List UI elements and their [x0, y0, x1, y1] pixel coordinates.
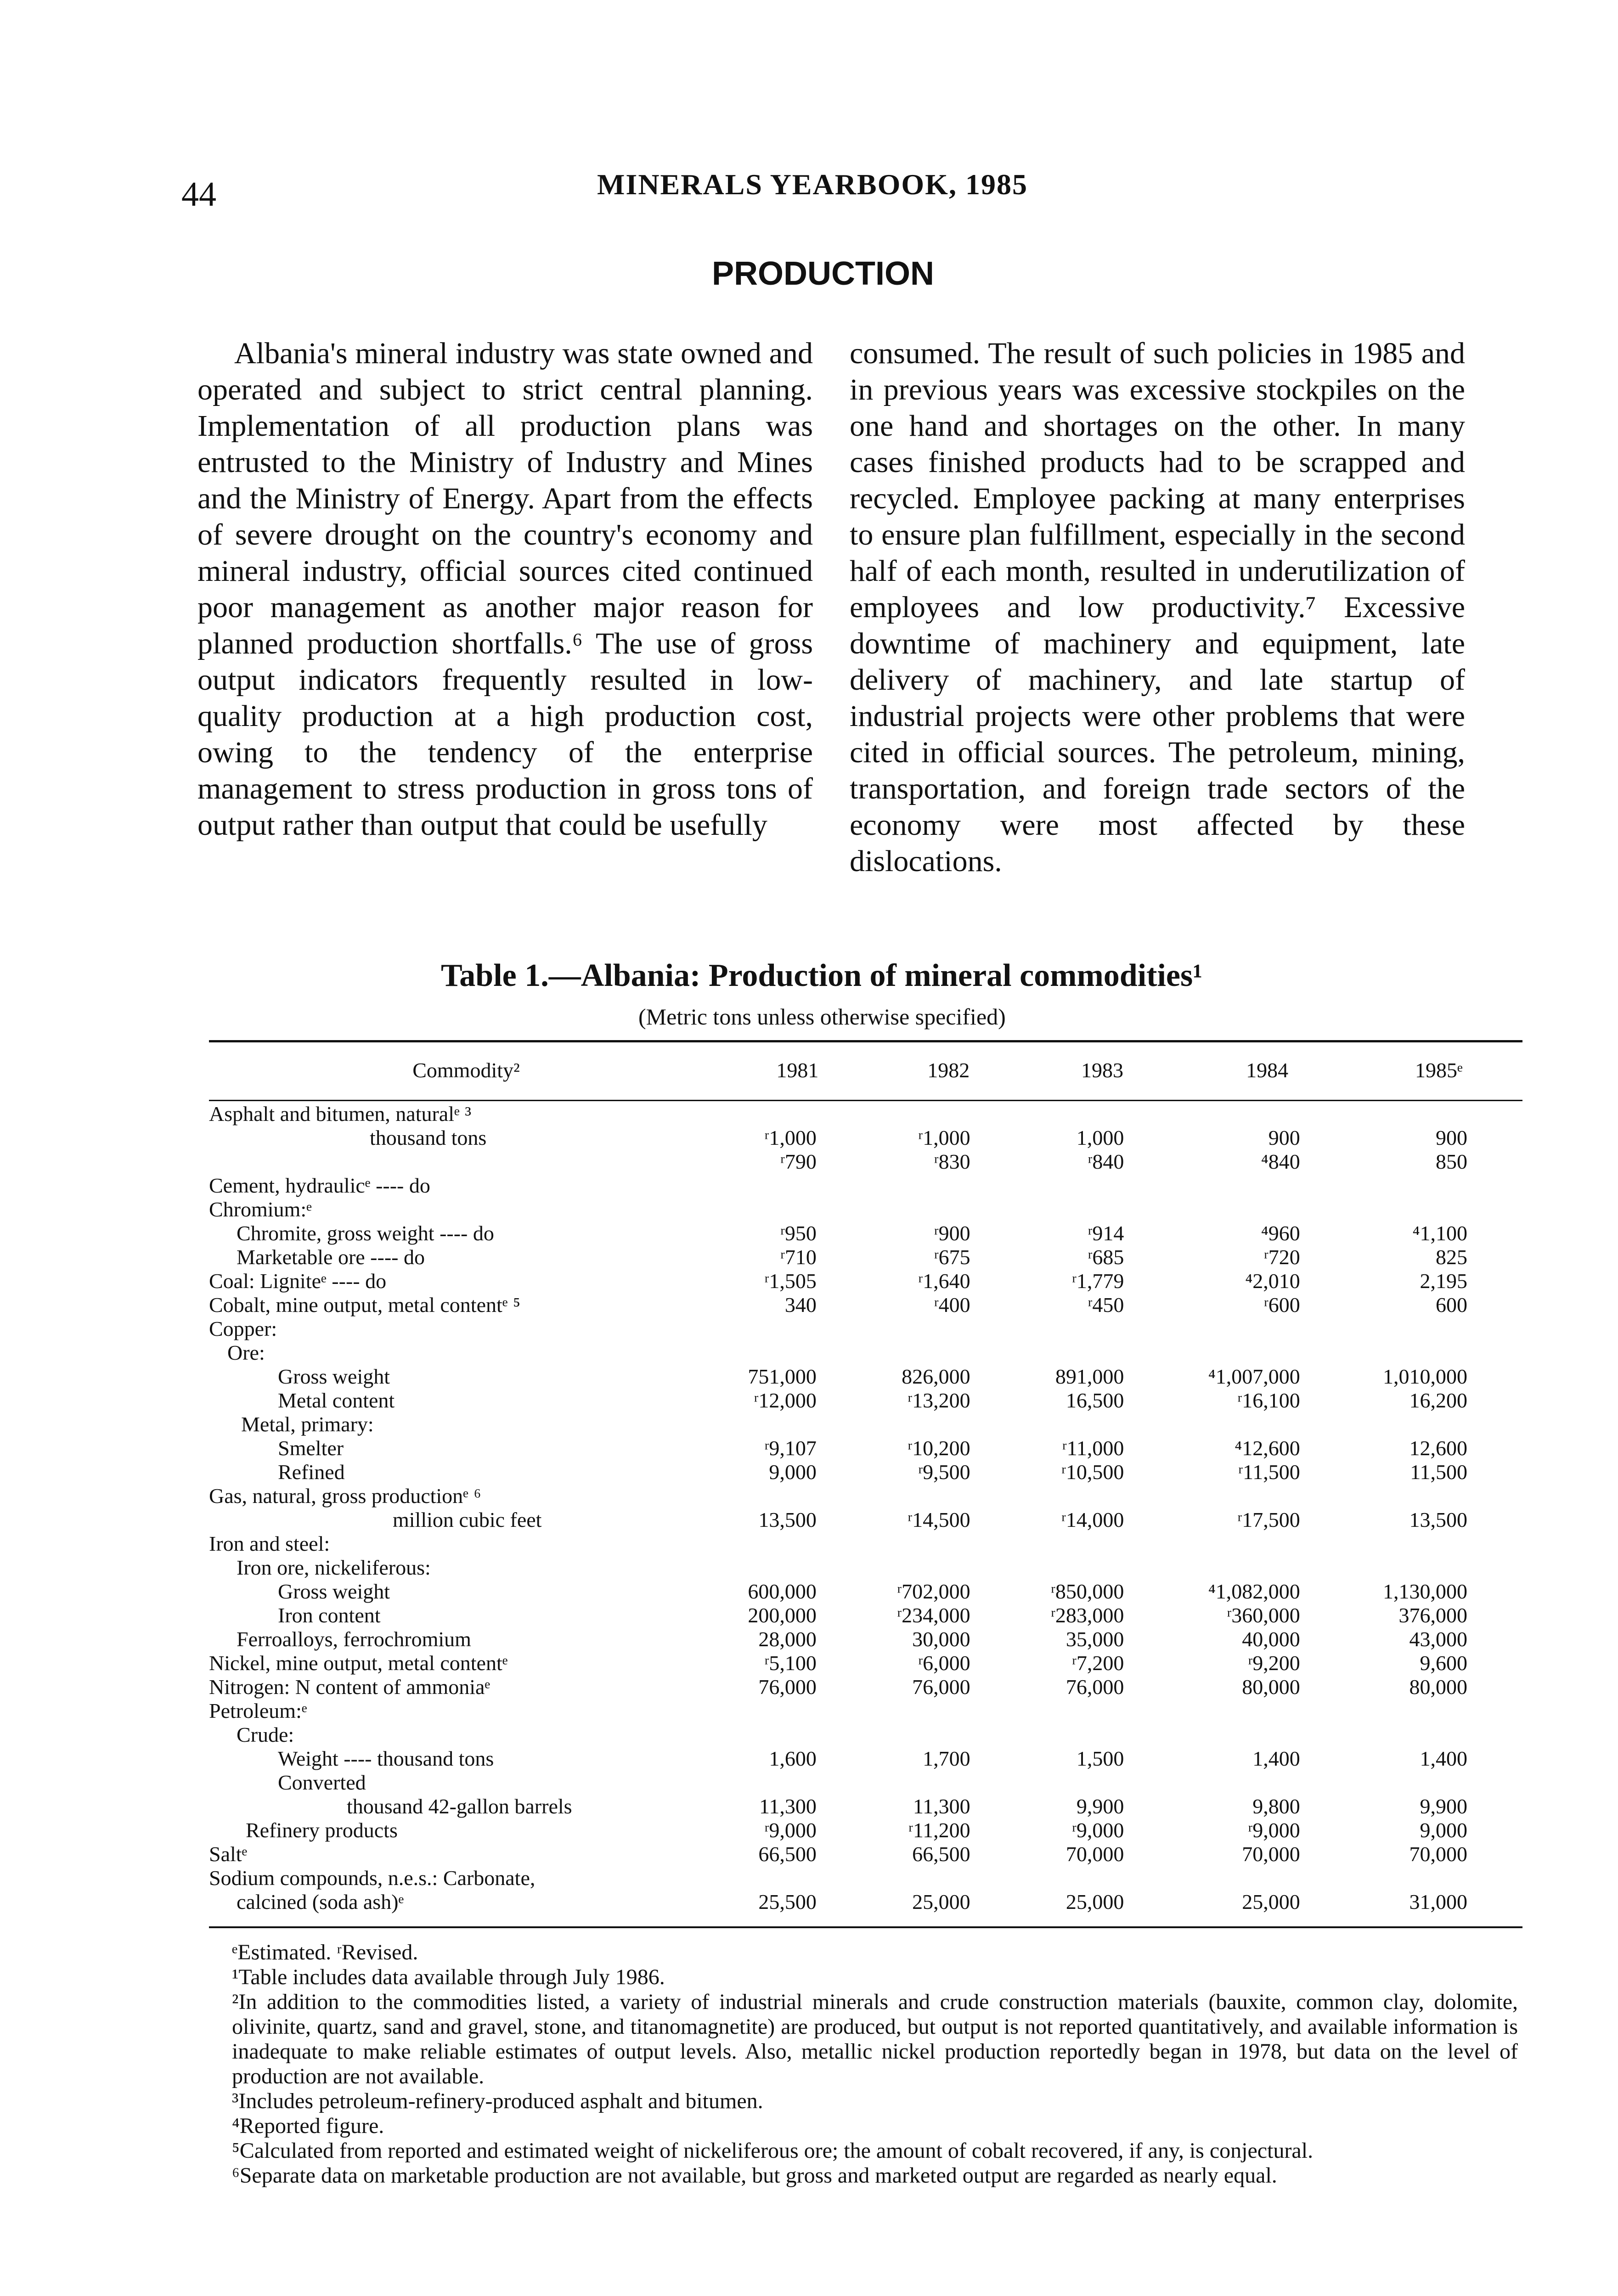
- value-cell: [1355, 1699, 1522, 1723]
- value-cell: [1026, 1174, 1179, 1198]
- table-row: [209, 1723, 1522, 1747]
- value-cell: 35,000: [1066, 1627, 1124, 1651]
- value-cell: ⁴1,100: [1412, 1221, 1467, 1245]
- commodity-cell: Gas, natural, gross productionᵉ ⁶: [209, 1484, 481, 1508]
- table-row: [209, 1365, 1522, 1389]
- table-row: [209, 1508, 1522, 1532]
- value-cell: ʳ830: [934, 1150, 970, 1173]
- value-cell: 9,600: [1420, 1651, 1467, 1675]
- value-cell: [723, 1866, 872, 1890]
- value-cell: 80,000: [1242, 1675, 1300, 1699]
- value-cell: ʳ234,000: [897, 1604, 970, 1627]
- commodity-cell: Weight ---- thousand tons: [278, 1747, 494, 1770]
- value-cell: [723, 1723, 872, 1747]
- value-cell: [1026, 1484, 1179, 1508]
- value-cell: 13,500: [758, 1508, 817, 1531]
- value-cell: [872, 1699, 1026, 1723]
- value-cell: [1179, 1532, 1355, 1556]
- value-cell: 9,800: [1252, 1795, 1300, 1818]
- value-cell: [872, 1341, 1026, 1365]
- value-cell: 9,000: [769, 1460, 817, 1484]
- value-cell: [1355, 1093, 1522, 1126]
- table-row: [209, 1866, 1522, 1890]
- value-cell: 11,300: [759, 1795, 817, 1818]
- value-cell: 891,000: [1055, 1365, 1124, 1388]
- value-cell: 751,000: [748, 1365, 817, 1388]
- value-cell: 80,000: [1409, 1675, 1467, 1699]
- value-cell: 600,000: [748, 1580, 817, 1603]
- value-cell: ʳ950: [780, 1221, 817, 1245]
- value-cell: [1026, 1556, 1179, 1580]
- value-cell: 66,500: [758, 1842, 817, 1866]
- value-cell: [723, 1556, 872, 1580]
- running-title: MINERALS YEARBOOK, 1985: [597, 168, 1028, 201]
- column-header-1984: 1984: [1246, 1058, 1289, 1082]
- value-cell: ʳ6,000: [918, 1651, 970, 1675]
- value-cell: ʳ790: [780, 1150, 817, 1173]
- column-header-1982: 1982: [927, 1058, 970, 1082]
- value-cell: ʳ360,000: [1227, 1604, 1300, 1627]
- value-cell: ʳ14,000: [1061, 1508, 1124, 1531]
- value-cell: [872, 1174, 1026, 1198]
- value-cell: ʳ840: [1088, 1150, 1124, 1173]
- value-cell: 28,000: [758, 1627, 817, 1651]
- table-row: [209, 1580, 1522, 1604]
- value-cell: [1026, 1317, 1179, 1341]
- value-cell: 76,000: [758, 1675, 817, 1699]
- table-header-row: [209, 1047, 1522, 1093]
- value-cell: 900: [1436, 1126, 1467, 1149]
- value-cell: ʳ900: [934, 1221, 970, 1245]
- value-cell: 1,700: [923, 1747, 970, 1770]
- value-cell: 25,000: [1242, 1890, 1300, 1913]
- table-row: [209, 1341, 1522, 1365]
- table-row: [209, 1699, 1522, 1723]
- commodity-cell: Asphalt and bitumen, naturalᵉ ³: [209, 1102, 472, 1125]
- value-cell: ʳ685: [1088, 1245, 1124, 1269]
- value-cell: 9,900: [1076, 1795, 1124, 1818]
- value-cell: ʳ11,500: [1238, 1460, 1300, 1484]
- value-cell: ʳ5,100: [764, 1651, 817, 1675]
- value-cell: 1,400: [1252, 1747, 1300, 1770]
- table-row: [209, 1842, 1522, 1866]
- value-cell: [1355, 1771, 1522, 1795]
- value-cell: ʳ14,500: [908, 1508, 970, 1531]
- table-row: [209, 1771, 1522, 1795]
- value-cell: 850: [1436, 1150, 1467, 1173]
- column-header-1985: 1985ᵉ: [1415, 1058, 1463, 1082]
- production-table: [209, 1047, 1522, 1914]
- commodity-cell: thousand tons: [370, 1126, 487, 1149]
- commodity-cell: Metal, primary:: [241, 1412, 374, 1436]
- value-cell: ʳ10,200: [908, 1436, 970, 1460]
- value-cell: ʳ1,000: [764, 1126, 817, 1149]
- commodity-cell: Converted: [278, 1771, 366, 1794]
- value-cell: ʳ11,200: [908, 1818, 970, 1842]
- table-row: [209, 1675, 1522, 1699]
- value-cell: [1179, 1771, 1355, 1795]
- value-cell: [872, 1412, 1026, 1436]
- value-cell: [723, 1174, 872, 1198]
- value-cell: 2,195: [1420, 1269, 1467, 1293]
- value-cell: ʳ17,500: [1237, 1508, 1300, 1531]
- table-row: [209, 1389, 1522, 1412]
- commodity-cell: Copper:: [209, 1317, 277, 1340]
- table-row: [209, 1436, 1522, 1460]
- value-cell: ʳ914: [1088, 1221, 1124, 1245]
- value-cell: 31,000: [1409, 1890, 1467, 1913]
- commodity-cell: Sodium compounds, n.e.s.: Carbonate,: [209, 1866, 536, 1890]
- value-cell: 25,000: [1066, 1890, 1124, 1913]
- value-cell: ʳ16,100: [1237, 1389, 1300, 1412]
- table-row: [209, 1460, 1522, 1484]
- value-cell: [1026, 1699, 1179, 1723]
- value-cell: 40,000: [1242, 1627, 1300, 1651]
- table-row: [209, 1126, 1522, 1150]
- table-row: [209, 1795, 1522, 1818]
- commodity-cell: [209, 1150, 723, 1174]
- value-cell: ʳ710: [780, 1245, 817, 1269]
- commodity-cell: Marketable ore ---- do: [237, 1245, 425, 1269]
- footnote: ⁴Reported figure.: [232, 2114, 384, 2138]
- value-cell: [872, 1198, 1026, 1221]
- value-cell: [723, 1341, 872, 1365]
- value-cell: ʳ13,200: [908, 1389, 970, 1412]
- value-cell: [872, 1723, 1026, 1747]
- value-cell: 1,600: [769, 1747, 817, 1770]
- table-row: [209, 1174, 1522, 1198]
- value-cell: ʳ9,107: [764, 1436, 817, 1460]
- table-row: [209, 1198, 1522, 1221]
- commodity-cell: Refinery products: [246, 1818, 398, 1842]
- value-cell: [872, 1771, 1026, 1795]
- value-cell: 70,000: [1066, 1842, 1124, 1866]
- value-cell: [1026, 1341, 1179, 1365]
- table-row: [209, 1818, 1522, 1842]
- value-cell: ʳ12,000: [754, 1389, 817, 1412]
- footnote: ¹Table includes data available through July 1986.: [232, 1965, 665, 1989]
- value-cell: ʳ10,500: [1061, 1460, 1124, 1484]
- section-title: PRODUCTION: [712, 255, 934, 292]
- value-cell: 1,130,000: [1383, 1580, 1467, 1603]
- value-cell: [1179, 1866, 1355, 1890]
- value-cell: ʳ1,640: [918, 1269, 970, 1293]
- footnote: ᵉEstimated. ʳRevised.: [232, 1940, 418, 1964]
- value-cell: ʳ450: [1088, 1293, 1124, 1317]
- value-cell: [872, 1532, 1026, 1556]
- value-cell: 340: [784, 1293, 817, 1317]
- value-cell: 25,500: [758, 1890, 817, 1913]
- value-cell: ʳ702,000: [897, 1580, 970, 1603]
- value-cell: 825: [1436, 1245, 1467, 1269]
- value-cell: [1026, 1532, 1179, 1556]
- table-row: [209, 1317, 1522, 1341]
- table-row: [209, 1245, 1522, 1269]
- value-cell: [723, 1198, 872, 1221]
- table-body: [209, 1093, 1522, 1914]
- footnote: ⁵Calculated from reported and estimated weight of nickeliferous ore; the amount of cobalt recovered, if any, is conjectural.: [232, 2138, 1314, 2163]
- table-top-rule: [209, 1040, 1522, 1042]
- table-row: [209, 1651, 1522, 1675]
- table-subtitle: (Metric tons unless otherwise specified): [638, 1004, 1006, 1030]
- value-cell: [723, 1699, 872, 1723]
- value-cell: ʳ1,000: [918, 1126, 970, 1149]
- value-cell: ʳ9,000: [764, 1818, 817, 1842]
- page-number: 44: [181, 175, 216, 214]
- column-header-1983: 1983: [1081, 1058, 1124, 1082]
- value-cell: [1026, 1866, 1179, 1890]
- value-cell: [1026, 1198, 1179, 1221]
- value-cell: [1179, 1699, 1355, 1723]
- commodity-cell: Crude:: [237, 1723, 294, 1746]
- value-cell: 70,000: [1409, 1842, 1467, 1866]
- table-row: [209, 1532, 1522, 1556]
- value-cell: 11,300: [913, 1795, 970, 1818]
- value-cell: [723, 1093, 872, 1126]
- table-row: [209, 1627, 1522, 1651]
- value-cell: ʳ9,200: [1248, 1651, 1300, 1675]
- value-cell: [1355, 1341, 1522, 1365]
- table-row: [209, 1269, 1522, 1293]
- value-cell: [1179, 1412, 1355, 1436]
- commodity-cell: million cubic feet: [393, 1508, 542, 1531]
- value-cell: [723, 1771, 872, 1795]
- value-cell: ⁴960: [1261, 1221, 1300, 1245]
- value-cell: ʳ9,000: [1071, 1818, 1124, 1842]
- value-cell: ⁴840: [1261, 1150, 1300, 1173]
- body-column-left: [197, 335, 813, 843]
- value-cell: ʳ1,505: [764, 1269, 817, 1293]
- footnotes: [232, 1940, 1518, 2188]
- value-cell: 13,500: [1409, 1508, 1467, 1531]
- value-cell: ʳ11,000: [1062, 1436, 1124, 1460]
- column-header-commodity: Commodity²: [412, 1058, 520, 1082]
- value-cell: 16,500: [1066, 1389, 1124, 1412]
- value-cell: [723, 1532, 872, 1556]
- value-cell: 9,000: [1420, 1818, 1467, 1842]
- value-cell: ʳ1,779: [1071, 1269, 1124, 1293]
- footnote: ⁶Separate data on marketable production are not available, but gross and marketed output are regarded as nearly equal.: [232, 2163, 1277, 2188]
- column-header-1981: 1981: [776, 1058, 819, 1082]
- value-cell: [1179, 1317, 1355, 1341]
- value-cell: ʳ720: [1263, 1245, 1300, 1269]
- value-cell: 66,500: [912, 1842, 970, 1866]
- value-cell: [1026, 1771, 1179, 1795]
- value-cell: [723, 1484, 872, 1508]
- table-row: [209, 1293, 1522, 1317]
- value-cell: ʳ600: [1263, 1293, 1300, 1317]
- commodity-cell: Iron and steel:: [209, 1532, 330, 1555]
- value-cell: 9,900: [1420, 1795, 1467, 1818]
- value-cell: 1,010,000: [1383, 1365, 1467, 1388]
- value-cell: [872, 1556, 1026, 1580]
- value-cell: 1,500: [1076, 1747, 1124, 1770]
- commodity-cell: Cobalt, mine output, metal contentᵉ ⁵: [209, 1293, 521, 1317]
- value-cell: ʳ9,000: [1248, 1818, 1300, 1842]
- value-cell: 16,200: [1409, 1389, 1467, 1412]
- value-cell: [1179, 1556, 1355, 1580]
- table-title: Table 1.—Albania: Production of mineral commodities¹: [441, 958, 1203, 993]
- body-column-right: [850, 335, 1465, 879]
- value-cell: ʳ850,000: [1050, 1580, 1124, 1603]
- table-row: [209, 1093, 1522, 1126]
- commodity-cell: Chromite, gross weight ---- do: [237, 1221, 494, 1245]
- value-cell: ʳ675: [934, 1245, 970, 1269]
- footnote: ³Includes petroleum-refinery-produced asphalt and bitumen.: [232, 2089, 763, 2113]
- table-row: [209, 1484, 1522, 1508]
- value-cell: [1179, 1723, 1355, 1747]
- commodity-cell: Smelter: [278, 1436, 344, 1460]
- value-cell: 70,000: [1242, 1842, 1300, 1866]
- value-cell: ⁴2,010: [1245, 1269, 1300, 1293]
- value-cell: [1179, 1484, 1355, 1508]
- commodity-cell: Nickel, mine output, metal contentᵉ: [209, 1651, 508, 1675]
- commodity-cell: calcined (soda ash)ᵉ: [237, 1890, 404, 1913]
- value-cell: 1,000: [1076, 1126, 1124, 1149]
- value-cell: [1026, 1412, 1179, 1436]
- value-cell: ʳ283,000: [1050, 1604, 1124, 1627]
- value-cell: [1355, 1198, 1522, 1221]
- value-cell: ⁴12,600: [1235, 1436, 1300, 1460]
- table-row: [209, 1890, 1522, 1914]
- commodity-cell: Coal: Ligniteᵉ ---- do: [209, 1269, 387, 1293]
- commodity-cell: Gross weight: [278, 1580, 390, 1603]
- value-cell: 30,000: [912, 1627, 970, 1651]
- commodity-cell: Refined: [278, 1460, 345, 1484]
- value-cell: 76,000: [1066, 1675, 1124, 1699]
- value-cell: [872, 1317, 1026, 1341]
- value-cell: [723, 1412, 872, 1436]
- value-cell: [1355, 1556, 1522, 1580]
- value-cell: [723, 1317, 872, 1341]
- commodity-cell: Petroleum:ᵉ: [209, 1699, 307, 1722]
- commodity-cell: thousand 42-gallon barrels: [347, 1795, 572, 1818]
- value-cell: [1026, 1093, 1179, 1126]
- table-row: [209, 1556, 1522, 1580]
- value-cell: ʳ7,200: [1071, 1651, 1124, 1675]
- table-row: [209, 1412, 1522, 1436]
- value-cell: [1355, 1412, 1522, 1436]
- value-cell: [1355, 1317, 1522, 1341]
- commodity-cell: Ferroalloys, ferrochromium: [237, 1627, 471, 1651]
- value-cell: ʳ9,500: [918, 1460, 970, 1484]
- commodity-cell: Gross weight: [278, 1365, 390, 1388]
- body-paragraph-left: Albania's mineral industry was state owned and operated and subject to strict central planning. Implementation of all production plans was entrusted to the Ministry of Industry and Mines and the Ministry of Energy. Apart from the effects of severe drought on the country's economy and mineral industry, official sources cited continued poor management as another major reason for planned production shortfalls.⁶ The use of gross output indicators frequently resulted in low-quality production at a high production cost, owing to the tendency of the enterprise management to stress production in gross tons of output rather than output that could be usefully: [197, 337, 813, 842]
- commodity-cell: Chromium:ᵉ: [209, 1198, 312, 1221]
- value-cell: [1026, 1723, 1179, 1747]
- value-cell: 76,000: [912, 1675, 970, 1699]
- value-cell: 826,000: [902, 1365, 970, 1388]
- value-cell: [872, 1866, 1026, 1890]
- value-cell: [872, 1093, 1026, 1126]
- value-cell: 376,000: [1398, 1604, 1467, 1627]
- value-cell: ⁴1,082,000: [1208, 1580, 1300, 1603]
- table-row: [209, 1747, 1522, 1771]
- value-cell: [1355, 1174, 1522, 1198]
- table-bottom-rule: [209, 1926, 1522, 1928]
- commodity-cell: Iron content: [278, 1604, 381, 1627]
- value-cell: [1179, 1093, 1355, 1126]
- commodity-cell: Saltᵉ: [209, 1842, 248, 1866]
- table-row: [209, 1221, 1522, 1245]
- value-cell: ⁴1,007,000: [1208, 1365, 1300, 1388]
- commodity-cell: Metal content: [278, 1389, 395, 1412]
- commodity-cell: Ore:: [227, 1341, 265, 1364]
- footnote: ²In addition to the commodities listed, a variety of industrial minerals and crude construction materials (bauxite, common clay, dolomite, olivinite, quartz, sand and gravel, stone, and titanomagnetite) are produced, but output is not reported quantitatively, and available information is inadequate to make reliable estimates of output levels. Also, metallic nickel production reportedly began in 1978, but data on the level of production are not available.: [232, 1990, 1518, 2088]
- body-paragraph-right: consumed. The result of such policies in 1985 and in previous years was excessive stockpiles on the one hand and shortages on the other. In many cases finished products had to be scrapped and recycled. Employee packing at many enterprises to ensure plan fulfillment, especially in the second half of each month, resulted in underutilization of employees and low productivity.⁷ Excessive downtime of machinery and equipment, late delivery of machinery, and late startup of industrial projects were other problems that were cited in official sources. The petroleum, mining, transportation, and foreign trade sectors of the economy were most affected by these dislocations.: [850, 337, 1465, 878]
- value-cell: [1179, 1198, 1355, 1221]
- value-cell: 900: [1268, 1126, 1300, 1149]
- value-cell: [1179, 1174, 1355, 1198]
- value-cell: 1,400: [1420, 1747, 1467, 1770]
- value-cell: 12,600: [1409, 1436, 1467, 1460]
- commodity-cell: Cement, hydraulicᵉ ---- do: [209, 1174, 430, 1197]
- value-cell: [1355, 1532, 1522, 1556]
- value-cell: 200,000: [748, 1604, 817, 1627]
- value-cell: [1355, 1866, 1522, 1890]
- value-cell: 43,000: [1409, 1627, 1467, 1651]
- value-cell: [1355, 1723, 1522, 1747]
- value-cell: [872, 1484, 1026, 1508]
- value-cell: 600: [1436, 1293, 1467, 1317]
- value-cell: [1179, 1341, 1355, 1365]
- value-cell: 25,000: [912, 1890, 970, 1913]
- commodity-cell: Iron ore, nickeliferous:: [237, 1556, 431, 1579]
- table-row: [209, 1604, 1522, 1627]
- value-cell: [1355, 1484, 1522, 1508]
- commodity-cell: Nitrogen: N content of ammoniaᵉ: [209, 1675, 490, 1699]
- table-row: [209, 1150, 1522, 1174]
- value-cell: ʳ400: [934, 1293, 970, 1317]
- value-cell: 11,500: [1410, 1460, 1467, 1484]
